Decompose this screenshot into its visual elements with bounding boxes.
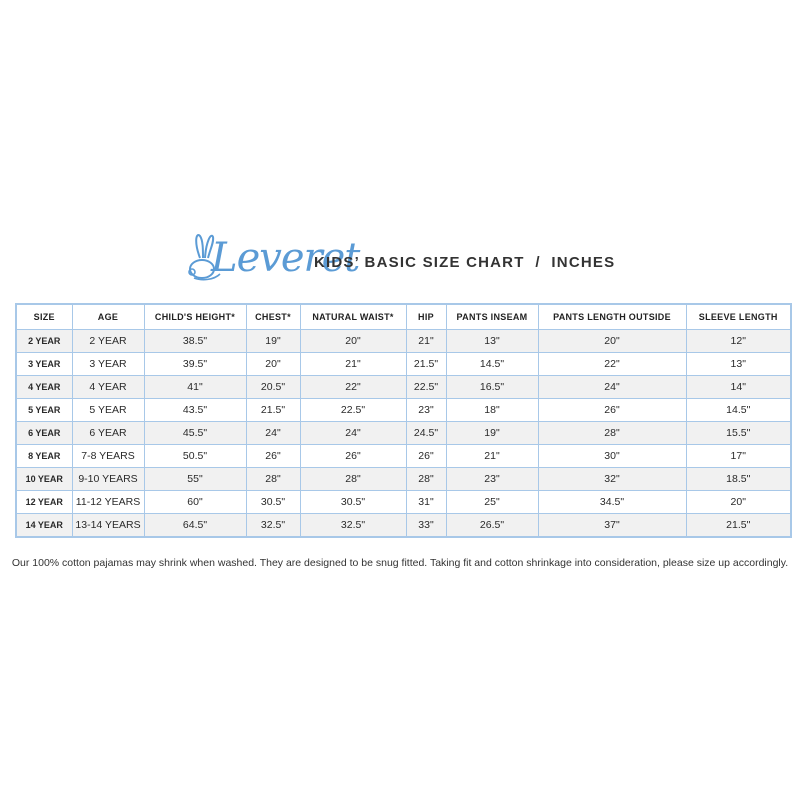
inseam-cell: 14.5" xyxy=(446,353,538,376)
sleeve-cell: 12" xyxy=(686,330,791,353)
outside-length-cell: 20" xyxy=(538,330,686,353)
height-cell: 39.5" xyxy=(144,353,246,376)
table-row xyxy=(16,514,791,538)
header-hip: HIP xyxy=(406,304,446,330)
chest-cell: 32.5" xyxy=(246,514,300,538)
size-chart-table xyxy=(15,303,792,538)
header-age: AGE xyxy=(72,304,144,330)
header xyxy=(184,228,634,288)
chest-cell: 30.5" xyxy=(246,491,300,514)
header-natural-waist: NATURAL WAIST* xyxy=(300,304,406,330)
inseam-cell: 13" xyxy=(446,330,538,353)
inseam-cell: 18" xyxy=(446,399,538,422)
header-childs-height: CHILD'S HEIGHT* xyxy=(144,304,246,330)
waist-cell: 22.5" xyxy=(300,399,406,422)
height-cell: 38.5" xyxy=(144,330,246,353)
waist-cell: 26" xyxy=(300,445,406,468)
hip-cell: 24.5" xyxy=(406,422,446,445)
table-row xyxy=(16,376,791,399)
sleeve-cell: 13" xyxy=(686,353,791,376)
chest-cell: 28" xyxy=(246,468,300,491)
table-row xyxy=(16,422,791,445)
height-cell: 60" xyxy=(144,491,246,514)
hip-cell: 23" xyxy=(406,399,446,422)
hip-cell: 26" xyxy=(406,445,446,468)
chest-cell: 21.5" xyxy=(246,399,300,422)
hip-cell: 21.5" xyxy=(406,353,446,376)
waist-cell: 32.5" xyxy=(300,514,406,538)
table-row xyxy=(16,399,791,422)
hip-cell: 33" xyxy=(406,514,446,538)
table-row xyxy=(16,353,791,376)
outside-length-cell: 26" xyxy=(538,399,686,422)
age-cell: 3 YEAR xyxy=(72,353,144,376)
age-cell: 7-8 YEARS xyxy=(72,445,144,468)
size-cell: 14 YEAR xyxy=(16,514,72,538)
header-size: SIZE xyxy=(16,304,72,330)
age-cell: 2 YEAR xyxy=(72,330,144,353)
height-cell: 45.5" xyxy=(144,422,246,445)
sleeve-cell: 17" xyxy=(686,445,791,468)
size-cell: 5 YEAR xyxy=(16,399,72,422)
hip-cell: 22.5" xyxy=(406,376,446,399)
hip-cell: 31" xyxy=(406,491,446,514)
inseam-cell: 16.5" xyxy=(446,376,538,399)
chest-cell: 24" xyxy=(246,422,300,445)
height-cell: 50.5" xyxy=(144,445,246,468)
table-row xyxy=(16,445,791,468)
height-cell: 55" xyxy=(144,468,246,491)
chest-cell: 20" xyxy=(246,353,300,376)
hip-cell: 21" xyxy=(406,330,446,353)
leveret-logo xyxy=(184,228,360,288)
waist-cell: 22" xyxy=(300,376,406,399)
size-cell: 3 YEAR xyxy=(16,353,72,376)
inseam-cell: 25" xyxy=(446,491,538,514)
size-cell: 6 YEAR xyxy=(16,422,72,445)
chart-title: KIDS’ BASIC SIZE CHART / INCHES xyxy=(314,254,616,271)
age-cell: 5 YEAR xyxy=(72,399,144,422)
waist-cell: 28" xyxy=(300,468,406,491)
sleeve-cell: 15.5" xyxy=(686,422,791,445)
height-cell: 41" xyxy=(144,376,246,399)
inseam-cell: 21" xyxy=(446,445,538,468)
chest-cell: 20.5" xyxy=(246,376,300,399)
outside-length-cell: 30" xyxy=(538,445,686,468)
shrinkage-footnote: Our 100% cotton pajamas may shrink when washed. They are designed to be snug fitted. Taking fit and cotton shrinkage into consideration, please size up accordingly. xyxy=(11,557,789,569)
size-cell: 12 YEAR xyxy=(16,491,72,514)
header-sleeve-length: SLEEVE LENGTH xyxy=(686,304,791,330)
sleeve-cell: 14" xyxy=(686,376,791,399)
waist-cell: 21" xyxy=(300,353,406,376)
outside-length-cell: 32" xyxy=(538,468,686,491)
size-cell: 10 YEAR xyxy=(16,468,72,491)
chest-cell: 19" xyxy=(246,330,300,353)
table-header-row xyxy=(16,304,791,330)
waist-cell: 30.5" xyxy=(300,491,406,514)
sleeve-cell: 14.5" xyxy=(686,399,791,422)
height-cell: 64.5" xyxy=(144,514,246,538)
brand-name: Leveret xyxy=(211,235,360,281)
inseam-cell: 19" xyxy=(446,422,538,445)
hip-cell: 28" xyxy=(406,468,446,491)
outside-length-cell: 24" xyxy=(538,376,686,399)
age-cell: 9-10 YEARS xyxy=(72,468,144,491)
size-cell: 8 YEAR xyxy=(16,445,72,468)
sleeve-cell: 20" xyxy=(686,491,791,514)
size-cell: 4 YEAR xyxy=(16,376,72,399)
age-cell: 6 YEAR xyxy=(72,422,144,445)
sleeve-cell: 18.5" xyxy=(686,468,791,491)
table-row xyxy=(16,468,791,491)
table-row xyxy=(16,330,791,353)
outside-length-cell: 37" xyxy=(538,514,686,538)
sleeve-cell: 21.5" xyxy=(686,514,791,538)
inseam-cell: 23" xyxy=(446,468,538,491)
age-cell: 11-12 YEARS xyxy=(72,491,144,514)
inseam-cell: 26.5" xyxy=(446,514,538,538)
waist-cell: 20" xyxy=(300,330,406,353)
header-pants-inseam: PANTS INSEAM xyxy=(446,304,538,330)
age-cell: 13-14 YEARS xyxy=(72,514,144,538)
table-row xyxy=(16,491,791,514)
height-cell: 43.5" xyxy=(144,399,246,422)
outside-length-cell: 34.5" xyxy=(538,491,686,514)
outside-length-cell: 22" xyxy=(538,353,686,376)
header-pants-length-outside: PANTS LENGTH OUTSIDE xyxy=(538,304,686,330)
waist-cell: 24" xyxy=(300,422,406,445)
header-chest: CHEST* xyxy=(246,304,300,330)
size-cell: 2 YEAR xyxy=(16,330,72,353)
outside-length-cell: 28" xyxy=(538,422,686,445)
age-cell: 4 YEAR xyxy=(72,376,144,399)
chest-cell: 26" xyxy=(246,445,300,468)
